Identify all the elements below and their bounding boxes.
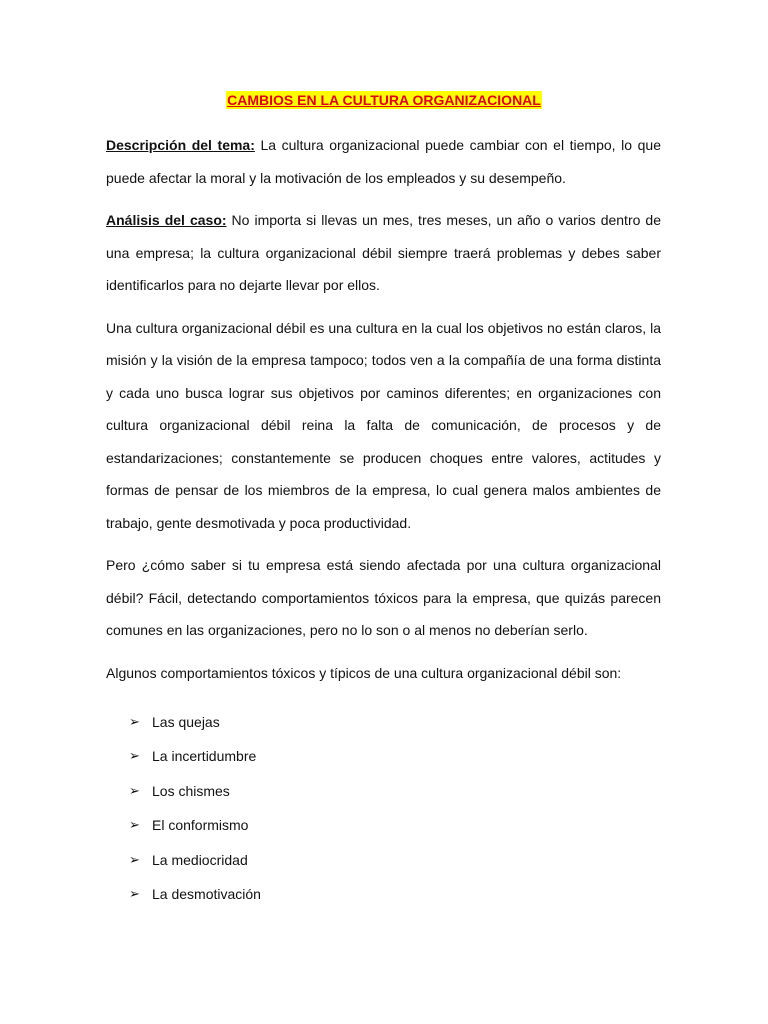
document-body: [106, 129, 661, 911]
list-item: [129, 705, 661, 739]
body-paragraph-detection: Pero ¿cómo saber si tu empresa está siendo afectada por una cultura organizacional débil? Fácil, detectando comportamientos tóxicos para la empresa, que quizás parecen comunes en las organizaciones, pero no lo son o al menos no deberían serlo.: [106, 557, 661, 638]
list-item-text: Las quejas: [152, 714, 220, 730]
list-item: [129, 774, 661, 808]
list-item: [129, 877, 661, 911]
list-item-text: La desmotivación: [152, 885, 261, 902]
analysis-text: No importa si llevas un mes, tres meses, un año o varios dentro de una empresa; la cultura organizacional débil siempre traerá problemas y debes saber identificarlos para no dejarte llevar por ellos.: [106, 212, 661, 293]
list-item-text: El conformismo: [152, 817, 249, 834]
list-item: [129, 739, 661, 773]
analysis-paragraph: [106, 204, 661, 302]
arrowhead-bullet-icon: ➢: [129, 782, 140, 798]
document-title: CAMBIOS EN LA CULTURA ORGANIZACIONAL: [227, 92, 541, 108]
description-text: La cultura organizacional puede cambiar con el tiempo, lo que puede afectar la moral y la motivación de los empleados y su desempeño.: [106, 137, 661, 186]
list-item-text: La incertidumbre: [152, 748, 257, 765]
arrowhead-bullet-icon: ➢: [129, 748, 140, 764]
list-item: [129, 843, 661, 877]
arrowhead-bullet-icon: ➢: [129, 885, 140, 901]
title-container: [0, 91, 768, 110]
body-paragraph-weak-culture: Una cultura organizacional débil es una cultura en la cual los objetivos no están claros, la misión y la visión de la empresa tampoco; todos ven a la compañía de una forma distinta y cada uno busca lograr sus objetivos por caminos diferentes; en organizaciones con cultura organizacional débil reina la falta de comunicación, de procesos y de estandarizaciones; constantemente se producen choques entre valores, actitudes y formas de pensar de los miembros de la empresa, lo cual genera malos ambientes de trabajo, gente desmotivada y poca productividad.: [106, 319, 661, 531]
arrowhead-bullet-icon: ➢: [129, 817, 140, 833]
list-item: [129, 808, 661, 842]
analysis-label: Análisis del caso:: [106, 212, 227, 228]
description-paragraph: [106, 129, 661, 194]
description-label: Descripción del tema:: [106, 137, 255, 153]
list-item-text: Los chismes: [152, 782, 230, 799]
list-intro-paragraph: Algunos comportamientos tóxicos y típicos de una cultura organizacional débil son:: [106, 664, 622, 681]
arrowhead-bullet-icon: ➢: [129, 851, 140, 867]
arrowhead-bullet-icon: ➢: [129, 714, 140, 729]
toxic-behaviors-list: [106, 705, 661, 911]
list-item-text: La mediocridad: [152, 851, 248, 868]
